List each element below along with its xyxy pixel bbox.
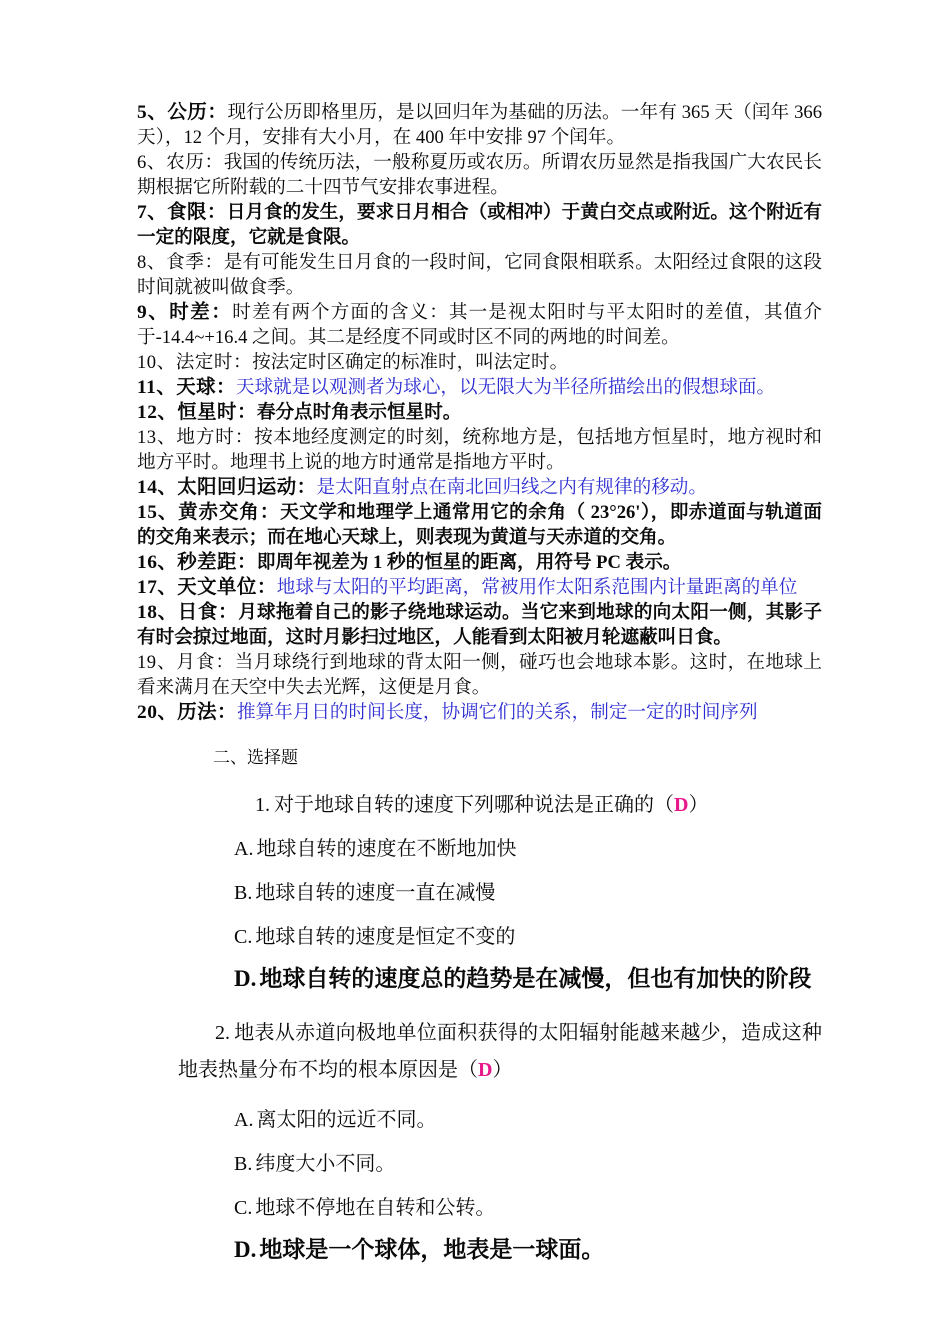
definition-term: 6、农历： bbox=[137, 152, 224, 173]
question-text: 对于地球自转的速度下列哪种说法是正确的（ bbox=[274, 794, 674, 816]
definition-text: 推算年月日的时间长度，协调它们的关系，制定一定的时间序列 bbox=[236, 702, 758, 723]
definition-text: 时差有两个方面的含义：其一是视太阳时与平太阳时的差值，其值介于-14.4~+16.4 之间。其二是经度不同或时区不同的两地的时间差。 bbox=[137, 302, 822, 348]
option-a bbox=[234, 1108, 822, 1133]
definition-item bbox=[137, 300, 822, 350]
option-label: D. bbox=[234, 1237, 257, 1262]
option-text: 离太阳的远近不同。 bbox=[256, 1109, 437, 1131]
definition-term: 8、食季： bbox=[137, 252, 224, 273]
option-text: 地球自转的速度是恒定不变的 bbox=[255, 926, 516, 948]
option-label: C. bbox=[234, 926, 253, 948]
definition-item bbox=[137, 575, 822, 600]
question-stem bbox=[255, 793, 822, 818]
definition-item bbox=[137, 700, 822, 725]
definition-text: 按本地经度测定的时刻，统称地方是，包括地方恒星时，地方视时和地方平时。地理书上说的地方时通常是指地方平时。 bbox=[137, 427, 822, 473]
choice-section-title: 二、选择题 bbox=[213, 748, 298, 767]
definition-term: 12、恒星时： bbox=[137, 402, 257, 423]
definition-text: 是有可能发生日月食的一段时间，它同食限相联系。太阳经过食限的这段时间就被叫做食季。 bbox=[137, 252, 822, 298]
definition-item bbox=[137, 600, 822, 650]
definition-term: 5、公历： bbox=[137, 102, 228, 123]
definitions-list bbox=[137, 100, 822, 725]
definition-text: 日月食的发生，要求日月相合（或相冲）于黄白交点或附近。这个附近有一定的限度，它就是食限。 bbox=[137, 202, 822, 248]
option-text: 地球是一个球体，地表是一球面。 bbox=[259, 1237, 605, 1262]
definition-term: 15、黄赤交角： bbox=[137, 502, 281, 523]
definition-term: 13、地方时： bbox=[137, 427, 255, 448]
definition-term: 17、天文单位： bbox=[137, 577, 277, 598]
definition-item bbox=[137, 425, 822, 475]
definition-item bbox=[137, 200, 822, 250]
definition-term: 16、秒差距： bbox=[137, 552, 257, 573]
option-d bbox=[234, 965, 822, 993]
question-stem bbox=[178, 1015, 822, 1089]
option-text: 地球自转的速度在不断地加快 bbox=[256, 838, 517, 860]
definition-text: 天文学和地理学上通常用它的余角（ 23°26'），即赤道面与轨道面的交角来表示；而在地心天球上，则表现为黄道与天赤道的交角。 bbox=[137, 502, 822, 548]
definition-term: 19、月食： bbox=[137, 652, 235, 673]
answer-letter: D bbox=[478, 1059, 493, 1081]
definition-item bbox=[137, 375, 822, 400]
option-label: A. bbox=[234, 838, 254, 860]
option-c bbox=[234, 925, 822, 950]
definition-item bbox=[137, 500, 822, 550]
definition-item bbox=[137, 475, 822, 500]
definition-term: 14、太阳回归运动： bbox=[137, 477, 317, 498]
option-label: B. bbox=[234, 882, 253, 904]
option-label: C. bbox=[234, 1197, 253, 1219]
option-text: 地球自转的速度一直在减慢 bbox=[255, 882, 496, 904]
definition-text: 是太阳直射点在南北回归线之内有规律的移动。 bbox=[316, 477, 707, 498]
question-text-close: ） bbox=[492, 1059, 513, 1081]
definition-text: 春分点时角表示恒星时。 bbox=[256, 402, 462, 423]
definition-item bbox=[137, 400, 822, 425]
definition-text: 我国的传统历法，一般称夏历或农历。所谓农历显然是指我国广大农民长期根据它所附载的二十四节气安排农事进程。 bbox=[137, 152, 822, 198]
definition-term: 7、食限： bbox=[137, 202, 227, 223]
question-number: 1. bbox=[255, 794, 270, 816]
definition-text: 现行公历即格里历，是以回归年为基础的历法。一年有 365 天（闰年 366 天），12 个月，安排有大小月，在 400 年中安排 97 个闰年。 bbox=[137, 102, 822, 148]
definition-term: 20、历法： bbox=[137, 702, 237, 723]
definition-term: 9、时差： bbox=[137, 302, 233, 323]
question-number: 2. bbox=[215, 1022, 230, 1044]
option-a bbox=[234, 837, 822, 862]
definition-text: 地球与太阳的平均距离，常被用作太阳系范围内计量距离的单位 bbox=[276, 577, 798, 598]
answer-letter: D bbox=[674, 794, 689, 816]
definition-item bbox=[137, 550, 822, 575]
definition-item bbox=[137, 250, 822, 300]
option-label: D. bbox=[234, 966, 257, 991]
option-text: 纬度大小不同。 bbox=[255, 1153, 396, 1175]
option-label: B. bbox=[234, 1153, 253, 1175]
definition-term: 18、日食： bbox=[137, 602, 239, 623]
option-text: 地球自转的速度总的趋势是在减慢，但也有加快的阶段 bbox=[259, 966, 812, 991]
definition-text: 即周年视差为 1 秒的恒星的距离，用符号 PC 表示。 bbox=[256, 552, 682, 573]
question-text-close: ） bbox=[688, 794, 709, 816]
definition-text: 天球就是以观测者为球心，以无限大为半径所描绘出的假想球面。 bbox=[235, 377, 776, 398]
option-d bbox=[234, 1236, 822, 1264]
definition-text: 按法定时区确定的标准时，叫法定时。 bbox=[252, 352, 569, 373]
definition-item bbox=[137, 350, 822, 375]
definition-text: 月球拖着自己的影子绕地球运动。当它来到地球的向太阳一侧，其影子有时会掠过地面，这时月影扫过地区，人能看到太阳被月轮遮蔽叫日食。 bbox=[137, 602, 822, 648]
option-b bbox=[234, 881, 822, 906]
definition-term: 11、天球： bbox=[137, 377, 236, 398]
definition-term: 10、法定时： bbox=[137, 352, 253, 373]
option-b bbox=[234, 1152, 822, 1177]
question-text: 地表从赤道向极地单位面积获得的太阳辐射能越来越少，造成这种地表热量分布不均的根本原因是（ bbox=[178, 1022, 822, 1081]
option-label: A. bbox=[234, 1109, 254, 1131]
option-c bbox=[234, 1196, 822, 1221]
definition-text: 当月球绕行到地球的背太阳一侧，碰巧也会地球本影。这时，在地球上看来满月在天空中失去光辉，这便是月食。 bbox=[137, 652, 822, 698]
definition-item bbox=[137, 100, 822, 150]
definition-item bbox=[137, 150, 822, 200]
questions bbox=[137, 793, 822, 1264]
definition-item bbox=[137, 650, 822, 700]
option-text: 地球不停地在自转和公转。 bbox=[255, 1197, 496, 1219]
